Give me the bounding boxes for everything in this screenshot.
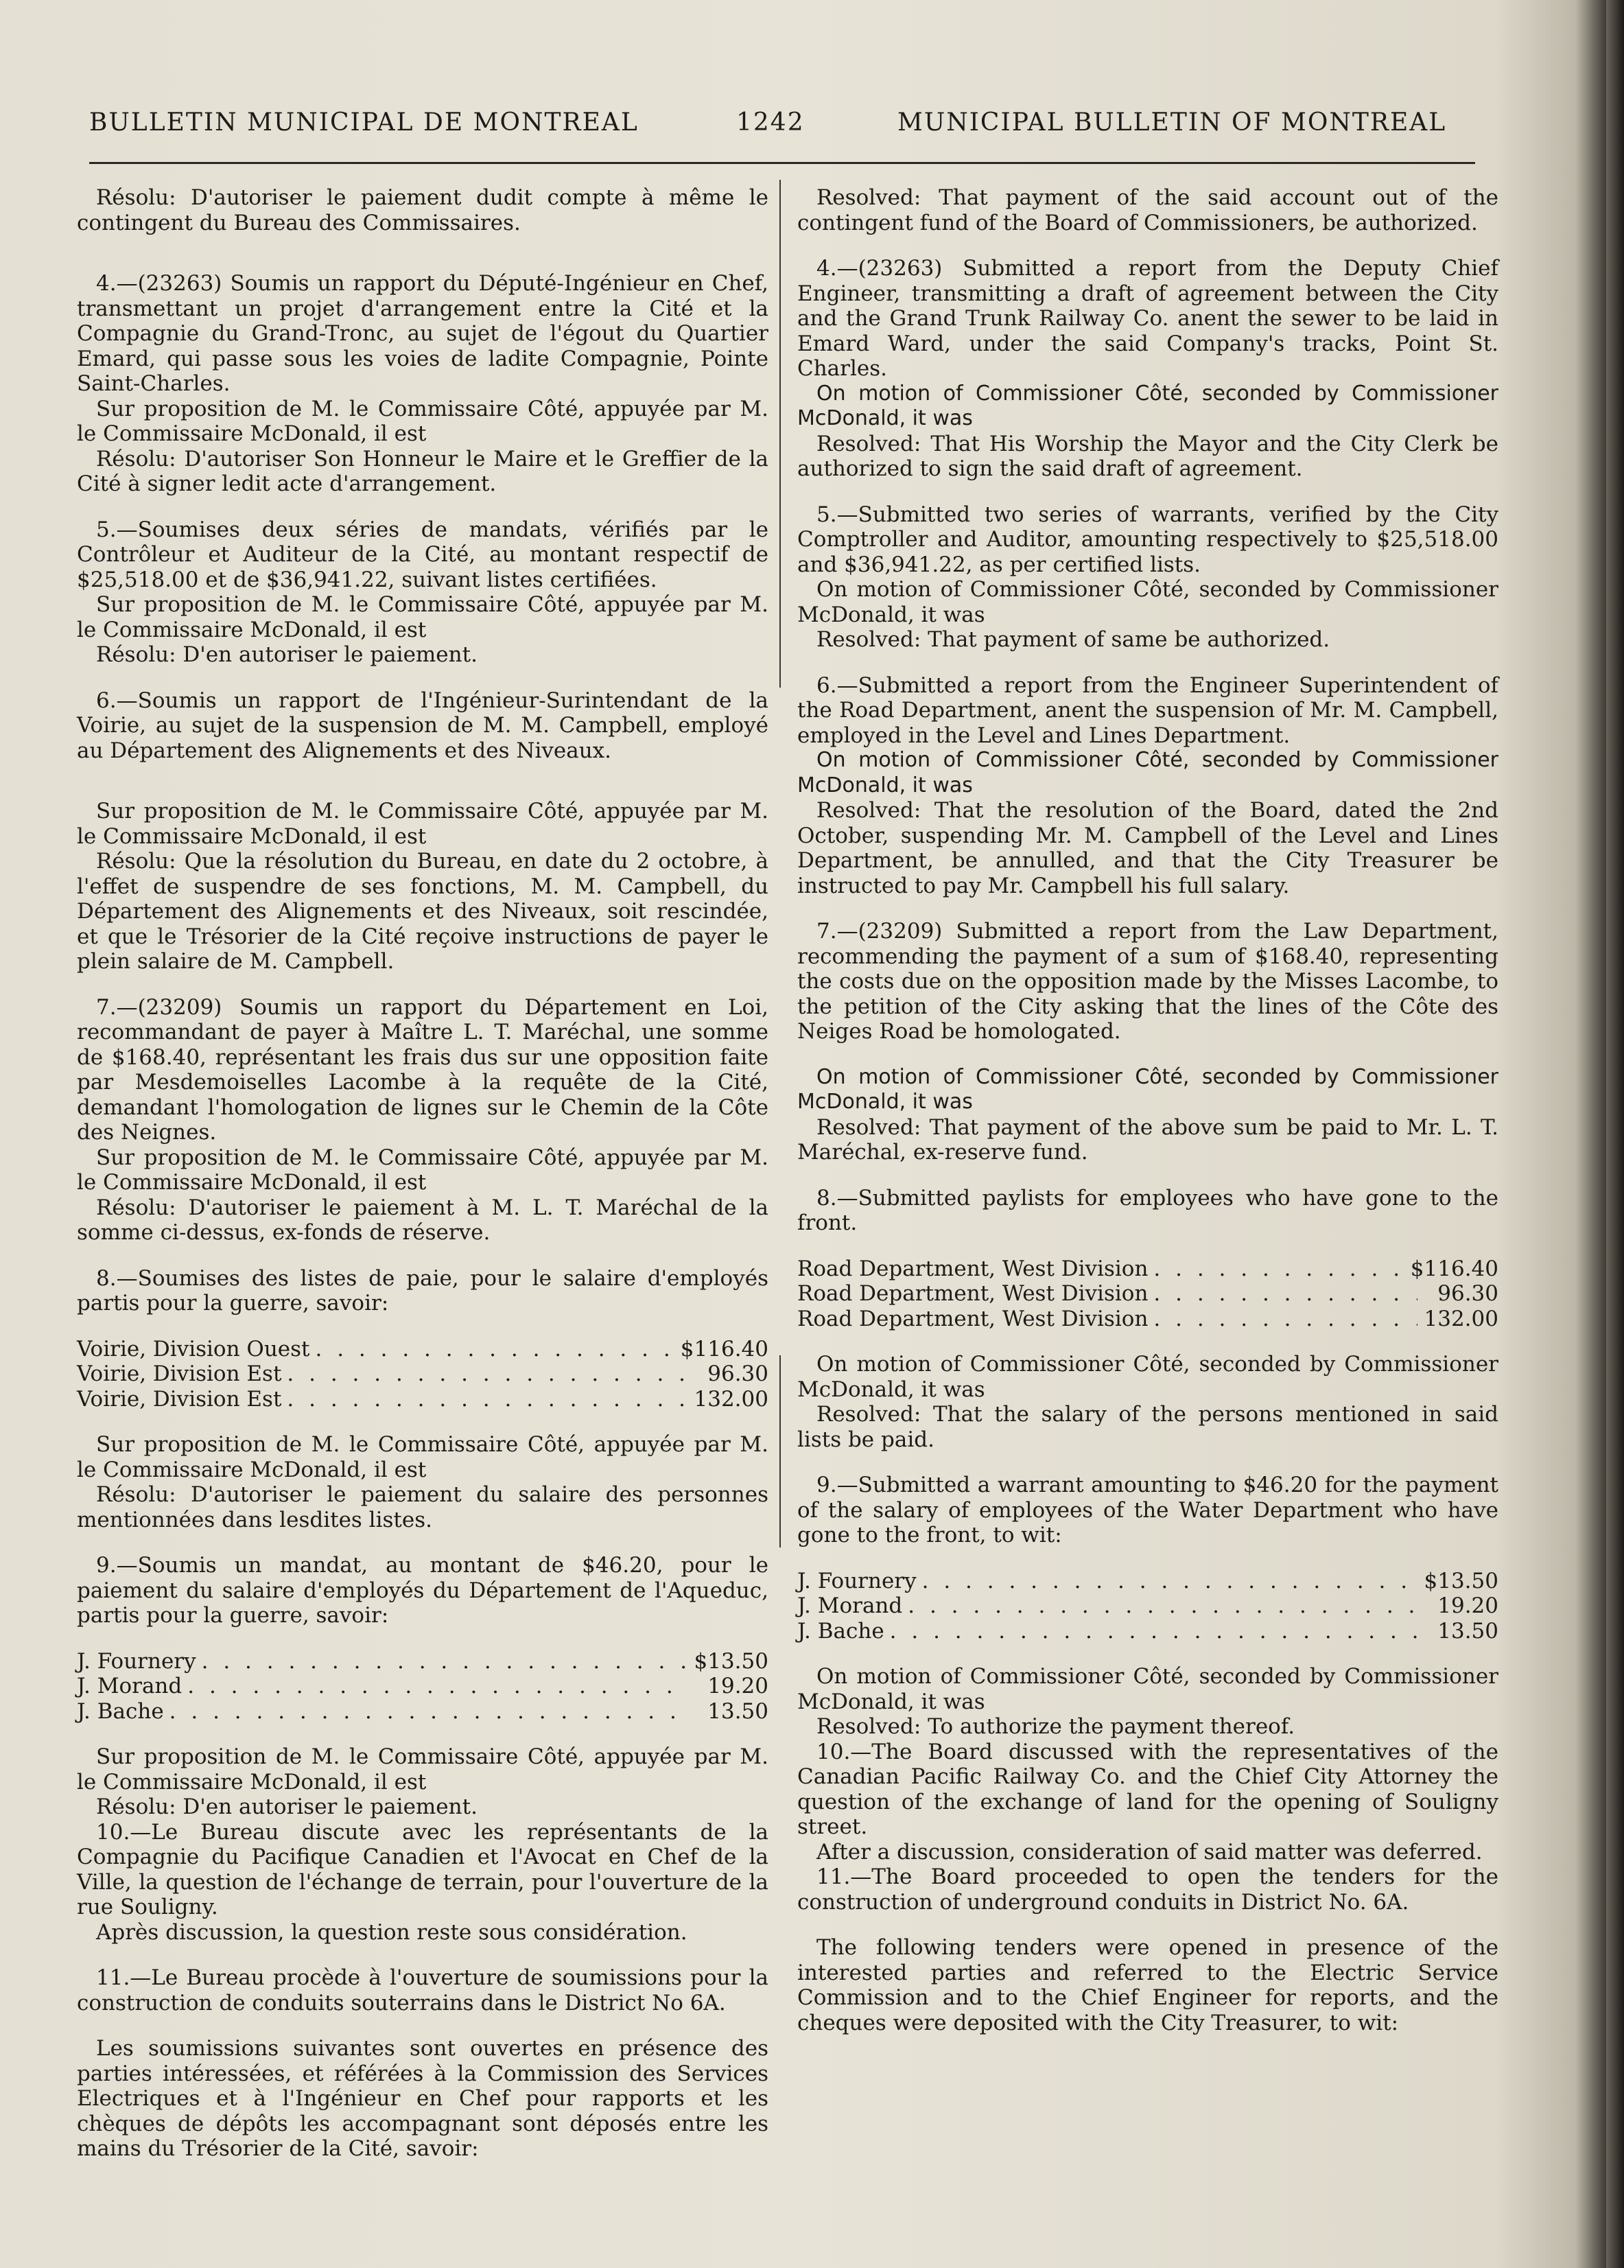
column-divider [779,180,781,688]
fr-item-9: 9.—Soumis un mandat, au montant de $46.20, pour le paiement du salaire d'employés du Département de l'Aqueduc, partis pour la guerre, savoir: [77,1553,768,1628]
en-item-6: 6.—Submitted a report from the Engineer Superintendent of the Road Department, anent the suspension of Mr. M. Campbell, employed in the Level and Lines Department. [797,673,1498,748]
fr-tenders: Les soumissions suivantes sont ouvertes en présence des parties intéressées, et référées à la Commission des Services Electriques et à l'Ingénieur en Chef pour rapports et les chèques de dépôts les accompagnant sont déposés entre les mains du Trésorier de la Cité, savoir: [77,2036,768,2161]
fr-discussion: Après discussion, la question reste sous considération. [96,1919,687,1945]
en-motion: On motion of Commissioner Côté, seconded by Commissioner McDonald, it was [797,577,1498,627]
fr-item-7: 7.—(23209) Soumis un rapport du Département en Loi, recommandant de payer à Maître L. T. Maréchal, une somme de $168.40, représentant les frais dus sur une opposition faite par Mesdemoiselles Lacombe à la requête de la Cité, demandant l'homologation de lignes sur le Chemin de la Côte des Neignes. [77,994,768,1145]
en-resolution: Resolved: That payment of the above sum be paid to Mr. L. T. Maréchal, ex-reserve fund. [797,1114,1498,1165]
list-item: Voirie, Division Ouest . . . $116.40 [77,1337,768,1362]
en-motion: On motion of Commissioner Côté, seconded by Commissioner McDonald, it was [797,1664,1498,1714]
en-item-8: 8.—Submitted paylists for employees who have gone to the front. [797,1185,1498,1235]
en-item-11: 11.—The Board proceeded to open the tenders for the construction of underground conduits in District No. 6A. [797,1864,1498,1915]
list-item: J. Morand . . . 19.20 [797,1593,1498,1619]
en-motion: On motion of Commissioner Côté, seconded by Commissioner McDonald, it was [797,1352,1498,1402]
fr-paylist [77,1337,768,1412]
en-discussion: After a discussion, consideration of said matter was deferred. [816,1839,1483,1864]
fr-motion: Sur proposition de M. le Commissaire Côté, appuyée par M. le Commissaire McDonald, il est [77,1744,768,1794]
french-column [77,185,768,2162]
fr-item-4: 4.—(23263) Soumis un rapport du Député-Ingénieur en Chef, transmettant un projet d'arrangement entre la Cité et la Compagnie du Grand-Tronc, au sujet de l'égout du Quartier Emard, qui passe sous les voies de ladite Compagnie, Pointe Saint-Charles. [77,271,768,396]
page-binding-edge [1606,0,1624,2268]
en-resolution: Resolved: To authorize the payment thereof. [816,1714,1295,1739]
fr-resolution: Résolu: Que la résolution du Bureau, en date du 2 octobre, à l'effet de suspendre de ses fonctions, M. M. Campbell, du Département des Alignements et des Niveaux, soit rescindée, et que le Trésorier de la Cité reçoive instructions de payer le plein salaire de M. Campbell. [77,849,768,974]
list-item: J. Bache . . . 13.50 [77,1699,768,1725]
en-resolution: Resolved: That payment of the said account out of the contingent fund of the Board of Commissioners, be authorized. [797,185,1498,235]
fr-resolution: Résolu: D'en autoriser le paiement. [96,642,478,667]
column-divider-lower [779,1355,781,1547]
fr-resolution: Résolu: D'autoriser le paiement du salaire des personnes mentionnées dans lesdites listes. [77,1482,768,1532]
list-item: Road Department, West Division . . . $116.40 [797,1256,1498,1282]
en-resolution: Resolved: That the salary of the persons mentioned in said lists be paid. [797,1402,1498,1452]
list-item: Voirie, Division Est . . . 96.30 [77,1361,768,1387]
fr-item-11: 11.—Le Bureau procède à l'ouverture de soumissions pour la construction de conduits souterrains dans le District No 6A. [77,1965,768,2015]
fr-resolution: Résolu: D'en autoriser le paiement. [96,1794,478,1819]
en-motion: On motion of Commissioner Côté, seconded by Commissioner McDonald, it was [797,381,1498,430]
fr-item-6: 6.—Soumis un rapport de l'Ingénieur-Surintendant de la Voirie, au sujet de la suspension de M. M. Campbell, employé au Département des Alignements et des Niveaux. [77,688,768,763]
en-item-5: 5.—Submitted two series of warrants, verified by the City Comptroller and Auditor, amounting respectively to $25,518.00 and $36,941.22, as per certified lists. [797,502,1498,577]
fr-motion: Sur proposition de M. le Commissaire Côté, appuyée par M. le Commissaire McDonald, il est [77,396,768,446]
fr-motion: Sur proposition de M. le Commissaire Côté, appuyée par M. le Commissaire McDonald, il est [77,1432,768,1482]
fr-resolution: Résolu: D'autoriser Son Honneur le Maire et le Greffier de la Cité à signer ledit acte d'arrangement. [77,446,768,496]
en-item-7: 7.—(23209) Submitted a report from the Law Department, recommending the payment of a sum of $168.40, representing the costs due on the opposition made by the Misses Lacombe, to the petition of the City asking that the lines of the Côte des Neiges Road be homologated. [797,919,1498,1044]
list-item: J. Bache . . . 13.50 [797,1619,1498,1644]
list-item: Road Department, West Division . . . 96.30 [797,1281,1498,1307]
en-motion: On motion of Commissioner Côté, seconded by Commissioner McDonald, it was [797,1064,1498,1114]
fr-motion: Sur proposition de M. le Commissaire Côté, appuyée par M. le Commissaire McDonald, il est [77,799,768,849]
fr-resolution: Résolu: D'autoriser le paiement dudit compte à même le contingent du Bureau des Commissaires. [77,185,768,235]
list-item: Voirie, Division Est . . . 132.00 [77,1387,768,1412]
fr-item-5: 5.—Soumises deux séries de mandats, vérifiés par le Contrôleur et Auditeur de la Cité, au montant respectif de $25,518.00 et de $36,941.22, suivant listes certifiées. [77,517,768,592]
fr-item-8: 8.—Soumises des listes de paie, pour le salaire d'employés partis pour la guerre, savoir: [77,1265,768,1316]
english-column [797,185,1498,2035]
en-resolution: Resolved: That His Worship the Mayor and the City Clerk be authorized to sign the said draft of agreement. [797,431,1498,481]
header-title-french: BULLETIN MUNICIPAL DE MONTREAL [89,108,639,137]
en-item-4: 4.—(23263) Submitted a report from the Deputy Chief Engineer, transmitting a draft of agreement between the City and the Grand Trunk Railway Co. anent the sewer to be laid in Emard Ward, under the said Company's tracks, Point St. Charles. [797,256,1498,381]
fr-motion: Sur proposition de M. le Commissaire Côté, appuyée par M. le Commissaire McDonald, il est [77,592,768,642]
page-header [89,108,1475,143]
en-paylist [797,1256,1498,1332]
en-resolution: Resolved: That payment of same be authorized. [816,627,1330,652]
fr-resolution: Résolu: D'autoriser le paiement à M. L. T. Maréchal de la somme ci-dessus, ex-fonds de réserve. [77,1195,768,1245]
en-item-9: 9.—Submitted a warrant amounting to $46.20 for the payment of the salary of employees of the Water Department who have gone to the front, to wit: [797,1473,1498,1547]
list-item: J. Fournery . . . $13.50 [77,1649,768,1674]
list-item: Road Department, West Division . . . 132.00 [797,1307,1498,1332]
list-item: J. Fournery . . . $13.50 [797,1569,1498,1594]
en-item-10: 10.—The Board discussed with the representatives of the Canadian Pacific Railway Co. and the Chief City Attorney the question of the exchange of land for the opening of Souligny street. [797,1739,1498,1839]
list-item: J. Morand . . . 19.20 [77,1674,768,1699]
en-motion: On motion of Commissioner Côté, seconded by Commissioner McDonald, it was [797,748,1498,797]
fr-motion: Sur proposition de M. le Commissaire Côté, appuyée par M. le Commissaire McDonald, il est [77,1145,768,1195]
fr-item-10: 10.—Le Bureau discute avec les représentants de la Compagnie du Pacifique Canadien et l'Avocat en Chef de la Ville, la question de l'échange de terrain, pour l'ouverture de la rue Souligny. [77,1819,768,1919]
page-number: 1242 [736,108,805,137]
header-rule [89,162,1475,164]
en-warrant-list [797,1569,1498,1644]
en-resolution: Resolved: That the resolution of the Board, dated the 2nd October, suspending Mr. M. Campbell of the Level and Lines Department, be annulled, and that the City Treasurer be instructed to pay Mr. Campbell his full salary. [797,798,1498,898]
en-tenders: The following tenders were opened in presence of the interested parties and referred to the Electric Service Commission and to the Chief Engineer for reports, and the cheques were deposited with the City Treasurer, to wit: [797,1935,1498,2035]
fr-warrant-list [77,1649,768,1725]
header-title-english: MUNICIPAL BULLETIN OF MONTREAL [897,108,1447,137]
